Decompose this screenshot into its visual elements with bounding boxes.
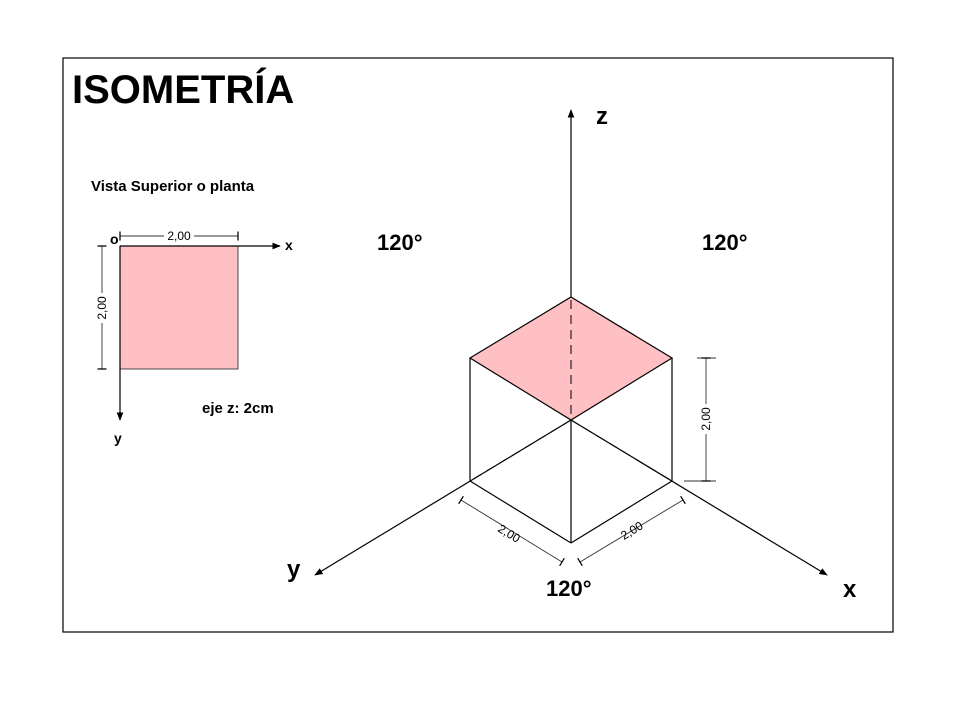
plan-y-label: y (114, 430, 122, 446)
angle-bottom-label: 120° (546, 576, 592, 601)
plan-view-heading: Vista Superior o planta (91, 178, 255, 195)
iso-x-label: x (843, 576, 857, 603)
page-title: ISOMETRÍA (72, 68, 295, 112)
iso-y-dimension: 2,00 (495, 521, 523, 546)
plan-x-label: x (285, 237, 293, 253)
plan-depth-dimension: 2,00 (95, 296, 109, 320)
iso-x-dimension: 2,00 (618, 518, 646, 543)
plan-origin-label: o (110, 231, 119, 247)
plan-width-dimension: 2,00 (167, 229, 191, 243)
angle-right-label: 120° (702, 230, 748, 255)
iso-y-label: y (287, 556, 301, 583)
plan-z-note: eje z: 2cm (202, 400, 274, 417)
angle-left-label: 120° (377, 230, 423, 255)
plan-square (120, 246, 238, 369)
iso-z-label: z (596, 103, 608, 130)
iso-z-dimension: 2,00 (699, 407, 713, 431)
